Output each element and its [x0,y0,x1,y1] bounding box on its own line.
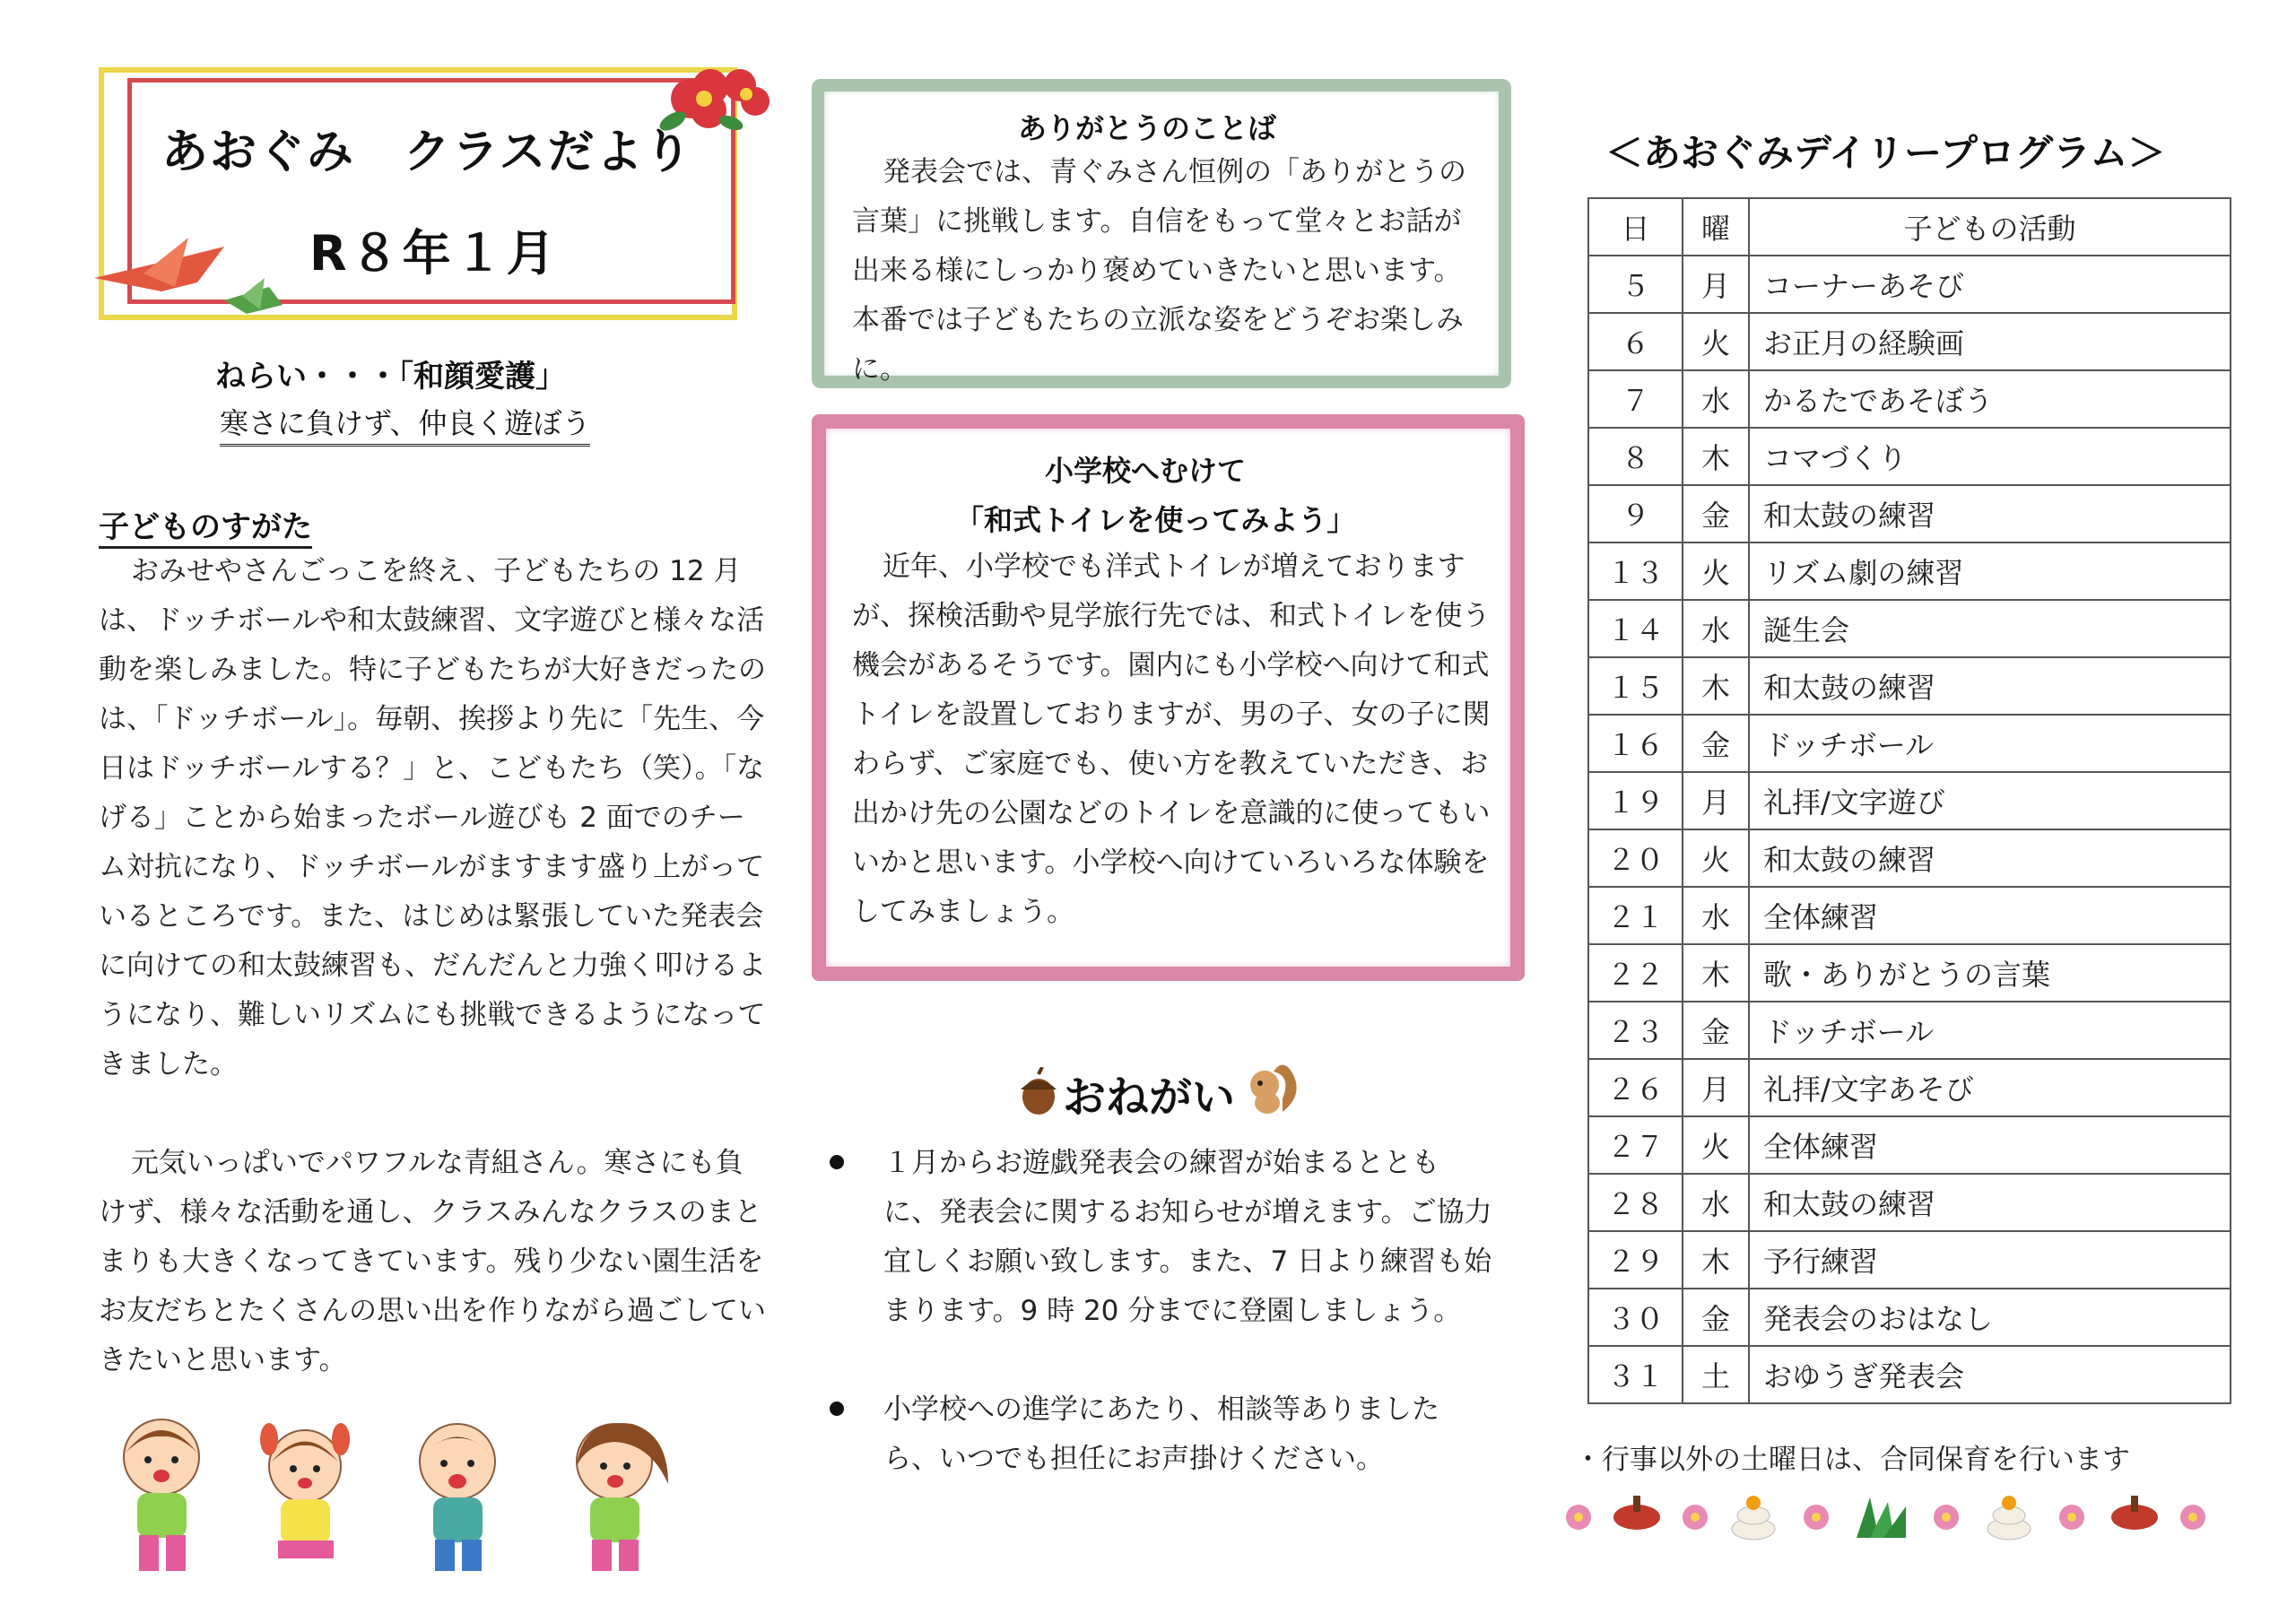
cell-activity: 和太鼓の練習 [1749,829,2231,887]
cell-day: ２３ [1588,1002,1683,1059]
cell-activity: 予行練習 [1749,1231,2231,1289]
request-item-1: １月からお遊戯発表会の練習が始まるとともに、発表会に関するお知らせが増えます。ご協力宜しくお願い致します。また、7 日より練習も始まります。9 時 20 分までに登園しましょう。 [883,1139,1493,1336]
cell-day: ２０ [1588,829,1683,887]
table-row [1588,1174,2231,1231]
requests-heading: おねがい [1063,1072,1236,1123]
cell-activity: 和太鼓の練習 [1749,657,2231,715]
cell-activity: リズム劇の練習 [1749,542,2231,600]
bamboo-leaves-icon [1857,1497,1906,1538]
squirrel-icon [1242,1058,1305,1116]
cell-activity: 誕生会 [1749,600,2231,657]
kagami-mochi-icon [1987,1496,2031,1540]
cell-weekday: 金 [1683,1289,1749,1346]
table-row [1588,542,2231,600]
cell-day: ９ [1588,485,1683,542]
newsletter-title: あおぐみ クラスだより [161,126,693,179]
table-row [1588,1059,2231,1116]
kagami-mochi-icon [1732,1496,1775,1540]
spinning-top-icon [2111,1496,2158,1530]
cell-weekday: 金 [1683,1002,1749,1059]
aim-label: ねらい・・・「和顔愛護」 [215,359,566,395]
kids-section-heading: 子どものすがた [99,502,312,549]
table-body [1588,256,2231,1403]
cell-day: １４ [1588,600,1683,657]
cell-weekday: 土 [1683,1346,1749,1403]
table-row [1588,657,2231,715]
cell-day: １６ [1588,715,1683,772]
cell-weekday: 月 [1683,1059,1749,1116]
bullet-icon [830,1155,844,1169]
cell-weekday: 火 [1683,829,1749,887]
kids-paragraph-1: おみせやさんごっこを終え、子どもたちの 12 月は、ドッチボールや和太鼓練習、文字遊びと様々な活動を楽しみました。特に子どもたちが大好きだったのは、「ドッチボール」。毎朝、挨拶より先に「先生、今日はドッチボールする？」と、こどもたち（笑）。「なげる」ことから始まったボール遊びも 2 面でのチーム対抗になり、ドッチボールがますます盛り上がっているところです。また、はじめは緊張していた発表会に向けての和太鼓練習も、だんだんと力強く叩けるようになり、難しいリズムにも挑戦できるようになってきました。 [99,555,766,1081]
cell-weekday: 金 [1683,485,1749,542]
cell-weekday: 火 [1683,542,1749,600]
program-note: ・行事以外の土曜日は、合同保育を行います [1574,1444,2130,1476]
cell-activity: 全体練習 [1749,1116,2231,1174]
cell-weekday: 金 [1683,715,1749,772]
program-title: ＜あおぐみデイリープログラム＞ [1605,131,2166,175]
cell-day: ３０ [1588,1289,1683,1346]
cell-day: ５ [1588,256,1683,313]
table-row [1588,1289,2231,1346]
cell-activity: コーナーあそび [1749,256,2231,313]
cell-day: １９ [1588,772,1683,829]
header-weekday: 曜 [1683,198,1749,256]
cell-weekday: 木 [1683,944,1749,1002]
child-4-figure [577,1423,668,1571]
plum-flower-icon [2059,1505,2084,1530]
daily-program-table [1587,197,2231,1404]
cell-day: ２９ [1588,1231,1683,1289]
cell-day: ３１ [1588,1346,1683,1403]
new-year-decoration-icons [1561,1488,2224,1547]
cell-day: １５ [1588,657,1683,715]
table-row [1588,256,2231,313]
table-row [1588,772,2231,829]
cell-activity: ドッチボール [1749,1002,2231,1059]
cell-activity: 和太鼓の練習 [1749,485,2231,542]
cell-weekday: 木 [1683,1231,1749,1289]
header-day: 日 [1588,198,1683,256]
plum-flower-icon [1566,1505,1591,1530]
cell-day: ８ [1588,428,1683,485]
running-children-illustration [94,1417,695,1583]
table-row [1588,715,2231,772]
table-row [1588,1231,2231,1289]
aim-subtitle: 寒さに負けず、仲良く遊ぼう [220,401,590,447]
cell-weekday: 水 [1683,600,1749,657]
school-subtitle: 「和式トイレを使ってみよう」 [955,503,1356,537]
cell-activity: ドッチボール [1749,715,2231,772]
table-row [1588,370,2231,428]
cell-activity: コマづくり [1749,428,2231,485]
cell-weekday: 水 [1683,1174,1749,1231]
acorn-icon [1012,1067,1061,1116]
request-item-2: 小学校への進学にあたり、相談等ありましたら、いつでも担任にお声掛けください。 [883,1385,1493,1484]
table-row [1588,313,2231,370]
camellia-icon [655,58,776,139]
cell-day: ２６ [1588,1059,1683,1116]
spinning-top-icon [1613,1496,1660,1530]
table-row [1588,600,2231,657]
thanks-title: ありがとうのことば [1018,111,1277,145]
cell-day: ２１ [1588,887,1683,944]
cell-activity: おゆうぎ発表会 [1749,1346,2231,1403]
cell-activity: 礼拝/文字遊び [1749,772,2231,829]
cell-day: ６ [1588,313,1683,370]
cell-activity: かるたであそぼう [1749,370,2231,428]
cell-activity: お正月の経験画 [1749,313,2231,370]
table-row [1588,485,2231,542]
cell-day: ２７ [1588,1116,1683,1174]
table-row [1588,944,2231,1002]
plum-flower-icon [2180,1505,2205,1530]
cell-weekday: 月 [1683,256,1749,313]
cell-activity: 全体練習 [1749,887,2231,944]
school-body: 近年、小学校でも洋式トイレが増えておりますが、探検活動や見学旅行先では、和式トイレを使う機会があるそうです。園内にも小学校へ向けて和式トイレを設置しておりますが、男の子、女の子に関わらず、ご家庭でも、使い方を教えていただき、お出かけ先の公園などのトイレを意識的に使ってもいいかと思います。小学校へ向けていろいろな体験をしてみましょう。 [852,551,1491,928]
child-2-figure [260,1423,350,1558]
table-header-row [1588,198,2231,256]
newsletter-date: R８年１月 [309,225,559,282]
plum-flower-icon [1683,1505,1708,1530]
table-row [1588,829,2231,887]
cell-weekday: 水 [1683,887,1749,944]
cell-activity: 歌・ありがとうの言葉 [1749,944,2231,1002]
cell-weekday: 月 [1683,772,1749,829]
child-1-figure [124,1419,199,1571]
child-3-figure [420,1424,495,1571]
cell-weekday: 木 [1683,657,1749,715]
plum-flower-icon [1934,1505,1959,1530]
cell-activity: 発表会のおはなし [1749,1289,2231,1346]
kids-paragraph-2: 元気いっぱいでパワフルな青組さん。寒さにも負けず、様々な活動を通し、クラスみんなクラスのまとまりも大きくなってきています。残り少ない園生活をお友だちとたくさんの思い出を作りながら過ごしていきたいと思います。 [99,1147,766,1376]
cell-weekday: 火 [1683,1116,1749,1174]
table-row [1588,428,2231,485]
table-row [1588,1346,2231,1403]
cell-weekday: 火 [1683,313,1749,370]
cell-day: １３ [1588,542,1683,600]
thanks-body: 発表会では、青ぐみさん恒例の「ありがとうの言葉」に挑戦します。自信をもって堂々とお話が出来る様にしっかり褒めていきたいと思います。本番では子どもたちの立派な姿をどうぞお楽しみに。 [852,156,1466,386]
school-title: 小学校へむけて [1045,454,1247,488]
plum-flower-icon [1804,1505,1829,1530]
header-activity: 子どもの活動 [1749,198,2231,256]
cell-day: ７ [1588,370,1683,428]
cell-weekday: 水 [1683,370,1749,428]
cell-weekday: 木 [1683,428,1749,485]
table-row [1588,1002,2231,1059]
paper-crane-icon [90,238,283,323]
cell-activity: 礼拝/文字あそび [1749,1059,2231,1116]
table-row [1588,1116,2231,1174]
table-row [1588,887,2231,944]
cell-day: ２２ [1588,944,1683,1002]
cell-activity: 和太鼓の練習 [1749,1174,2231,1231]
cell-day: ２８ [1588,1174,1683,1231]
bullet-icon [830,1402,844,1416]
